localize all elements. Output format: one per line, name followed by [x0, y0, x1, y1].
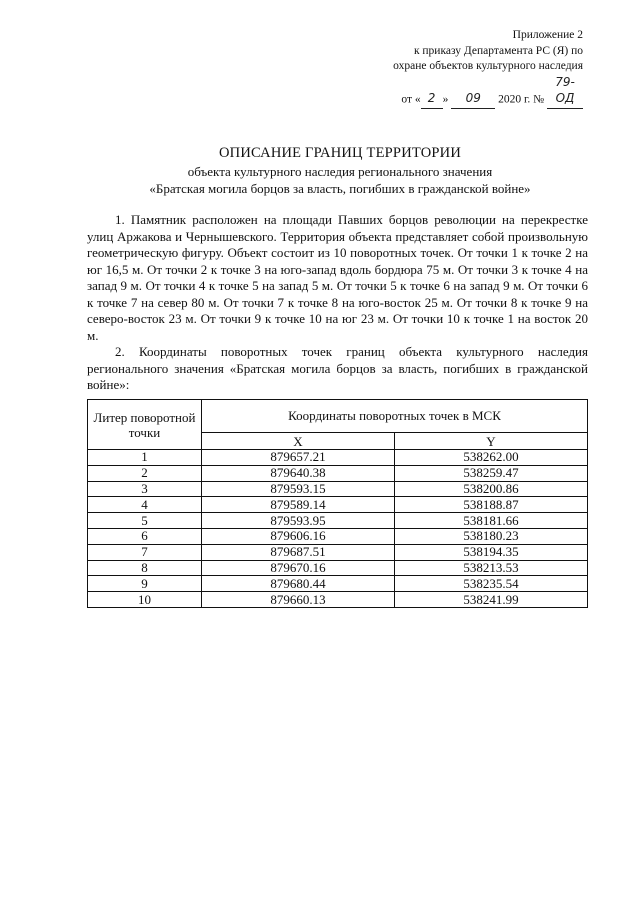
- date-month-field: [451, 91, 495, 109]
- header-x: X: [202, 433, 395, 450]
- point-number: 2: [88, 465, 202, 481]
- appendix-header: [393, 28, 583, 109]
- coord-y: 538180.23: [395, 528, 588, 544]
- title-object-name: «Братская могила борцов за власть, погибших в гражданской войне»: [149, 181, 531, 196]
- coord-x: 879640.38: [202, 465, 395, 481]
- coord-x: 879657.21: [202, 450, 395, 466]
- table-header-row: [88, 400, 588, 433]
- coord-y: 538200.86: [395, 481, 588, 497]
- point-number: 8: [88, 560, 202, 576]
- appendix-date-line: [393, 75, 583, 109]
- coord-x: 879687.51: [202, 544, 395, 560]
- table-row: [88, 544, 588, 560]
- table-row: [88, 465, 588, 481]
- point-number: 5: [88, 513, 202, 529]
- appendix-order-ref: к приказу Департамента РС (Я) по: [413, 44, 583, 57]
- coord-x: 879670.16: [202, 560, 395, 576]
- coordinates-table: [87, 399, 588, 608]
- coord-x: 879593.15: [202, 481, 395, 497]
- table-row: [88, 450, 588, 466]
- header-y: Y: [395, 433, 588, 450]
- date-sep: »: [442, 93, 449, 105]
- coord-y: 538194.35: [395, 544, 588, 560]
- coord-y: 538259.47: [395, 465, 588, 481]
- appendix-department: охране объектов культурного наследия: [393, 60, 583, 72]
- table-row: [88, 576, 588, 592]
- point-number: 3: [88, 481, 202, 497]
- title-object-type: объекта культурного наследия регионального значения: [187, 164, 493, 179]
- paragraph-coordinates-intro: 2. Координаты поворотных точек границ объекта культурного наследия регионального значения «Братская могила борцов за власть, погибших в гражданской войне»:: [87, 344, 588, 392]
- point-number: 10: [88, 592, 202, 608]
- coord-y: 538235.54: [395, 576, 588, 592]
- date-day: 2: [427, 91, 436, 105]
- coord-y: 538213.53: [395, 560, 588, 576]
- date-year: 2020 г. №: [498, 93, 545, 105]
- point-number: 7: [88, 544, 202, 560]
- coord-y: 538188.87: [395, 497, 588, 513]
- order-number: 79-ОД: [555, 74, 575, 105]
- table-row: [88, 513, 588, 529]
- point-number: 1: [88, 450, 202, 466]
- table-row: [88, 592, 588, 608]
- coord-x: 879589.14: [202, 497, 395, 513]
- coord-y: 538241.99: [395, 592, 588, 608]
- date-month: 09: [465, 91, 481, 105]
- order-number-field: [547, 75, 583, 109]
- coord-x: 879660.13: [202, 592, 395, 608]
- coord-x: 879680.44: [202, 576, 395, 592]
- coord-x: 879593.95: [202, 513, 395, 529]
- coord-y: 538181.66: [395, 513, 588, 529]
- document-body: [87, 212, 588, 394]
- point-number: 4: [88, 497, 202, 513]
- point-number: 6: [88, 528, 202, 544]
- date-day-field: [421, 91, 443, 109]
- appendix-title: Приложение 2: [512, 29, 583, 41]
- paragraph-description: 1. Памятник расположен на площади Павших борцов революции на перекрестке улиц Аржакова и Чернышевского. Территория объекта представляет собой произвольную геометрическую фигуру. Объект состоит из 10 поворотных точек. От точки 1 к точке 2 на юг 16,5 м. От точки 2 к точке 3 на юго-запад вдоль бордюра 75 м. От точки 3 к точке 4 на запад 9 м. От точки 4 к точке 5 на запад 5 м. От точки 5 к точке 6 на запад 9 м. От точки 6 к точке 7 на север 80 м. От точки 7 к точке 8 на юго-восток 25 м. От точки 8 к точке 9 на северо-восток 23 м. От точки 9 к точке 10 на юг 23 м. От точки 10 к точке 1 на восток 20 м.: [87, 212, 588, 343]
- table-row: [88, 481, 588, 497]
- coord-y: 538262.00: [395, 450, 588, 466]
- table-row: [88, 528, 588, 544]
- document-title: [80, 144, 600, 197]
- date-prefix: от «: [401, 93, 421, 105]
- point-number: 9: [88, 576, 202, 592]
- table-row: [88, 560, 588, 576]
- table-row: [88, 497, 588, 513]
- title-main: ОПИСАНИЕ ГРАНИЦ ТЕРРИТОРИИ: [218, 145, 462, 161]
- header-liter: Литер поворотной точки: [88, 400, 202, 450]
- coord-x: 879606.16: [202, 528, 395, 544]
- header-coordinates: Координаты поворотных точек в МСК: [202, 400, 588, 433]
